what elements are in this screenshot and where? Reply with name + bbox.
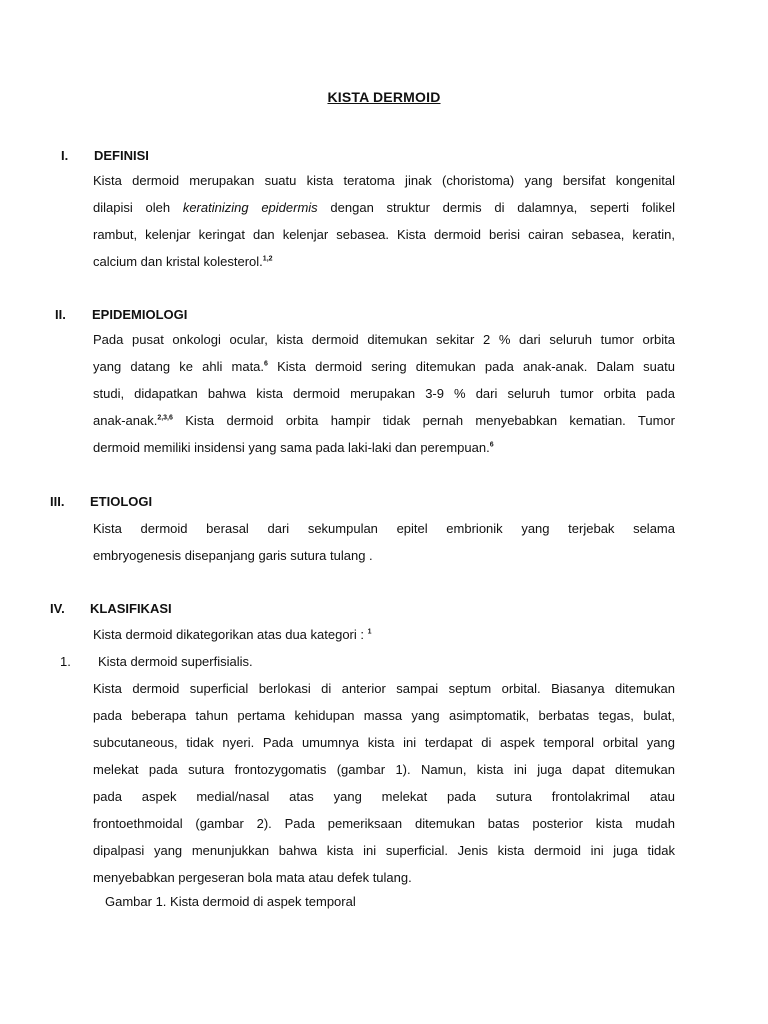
superfisialis-paragraph (93, 675, 675, 891)
document-title: KISTA DERMOID (327, 89, 441, 105)
paragraph-line: Kista dermoid berasal dari sekumpulan epitel embrionik yang terjebak selama (93, 521, 675, 536)
section-title: KLASIFIKASI (90, 601, 172, 616)
paragraph-line: dilapisi oleh keratinizing epidermis dengan struktur dermis di dalamnya, seperti folikel (93, 200, 675, 215)
italic-term: keratinizing epidermis (182, 200, 318, 215)
paragraph-line: Pada pusat onkologi ocular, kista dermoid ditemukan sekitar 2 % dari seluruh tumor orbita (93, 332, 675, 347)
paragraph-line: frontoethmoidal (gambar 2). Pada pemeriksaan ditemukan batas posterior kista mudah (93, 816, 675, 831)
section-number: II. (55, 307, 66, 322)
paragraph-line: studi, didapatkan bahwa kista dermoid merupakan 3-9 % dari seluruh tumor orbita pada (93, 386, 675, 401)
paragraph-line: embryogenesis disepanjang garis sutura tulang . (93, 548, 373, 563)
paragraph-line: Kista dermoid superficial berlokasi di anterior sampai septum orbital. Biasanya ditemukan (93, 681, 675, 696)
figure-caption: Gambar 1. Kista dermoid di aspek temporal (105, 894, 356, 909)
paragraph-line: anak-anak.$^{2,3,6}$ Kista dermoid orbita hampir tidak pernah menyebabkan kematian. Tumor (93, 413, 675, 428)
klasifikasi-intro: Kista dermoid dikategorikan atas dua kategori : $^1$ (93, 627, 372, 642)
citation-superscript: 6 (264, 360, 268, 368)
subsection-title: Kista dermoid superfisialis. (98, 654, 253, 669)
definisi-paragraph (93, 167, 675, 275)
citation-superscript: 2,3,6 (157, 414, 173, 422)
subsection-number: 1. (60, 654, 71, 669)
section-title: EPIDEMIOLOGI (92, 307, 188, 322)
paragraph-line: melekat pada sutura frontozygomatis (gambar 1). Namun, kista ini juga dapat ditemukan (93, 762, 675, 777)
paragraph-line: dermoid memiliki insidensi yang sama pada laki-laki dan perempuan.$^6$ (93, 440, 494, 455)
paragraph-line: yang datang ke ahli mata.$^6$ Kista dermoid sering ditemukan pada anak-anak. Dalam suatu (93, 359, 675, 374)
section-number: III. (50, 494, 65, 509)
paragraph-line: dipalpasi yang menunjukkan bahwa kista ini superficial. Jenis kista dermoid ini juga tidak (93, 843, 675, 858)
citation-superscript: 1,2 (262, 255, 273, 263)
paragraph-line: calcium dan kristal kolesterol.$^{1,2}$ (93, 254, 273, 269)
paragraph-line: menyebabkan pergeseran bola mata atau defek tulang. (93, 870, 412, 885)
paragraph-line: subcutaneous, tidak nyeri. Pada umumnya kista ini terdapat di aspek temporal orbital yang (93, 735, 675, 750)
citation-superscript: 1 (367, 628, 372, 636)
etiologi-paragraph (93, 515, 675, 569)
section-number: IV. (50, 601, 65, 616)
epidemiologi-paragraph (93, 326, 675, 461)
section-title: ETIOLOGI (90, 494, 153, 509)
section-number: I. (61, 148, 69, 163)
section-title: DEFINISI (94, 148, 149, 163)
paragraph-line: pada beberapa tahun pertama kehidupan massa yang asimptomatik, berbatas tegas, bulat, (93, 708, 675, 723)
paragraph-line: pada aspek medial/nasal atas yang melekat pada sutura frontolakrimal atau (93, 789, 675, 804)
citation-superscript: 6 (489, 441, 494, 449)
paragraph-line: Kista dermoid merupakan suatu kista teratoma jinak (choristoma) yang bersifat kongenital (93, 173, 675, 188)
paragraph-line: rambut, kelenjar keringat dan kelenjar sebasea. Kista dermoid berisi cairan sebasea, keratin, (93, 227, 675, 242)
